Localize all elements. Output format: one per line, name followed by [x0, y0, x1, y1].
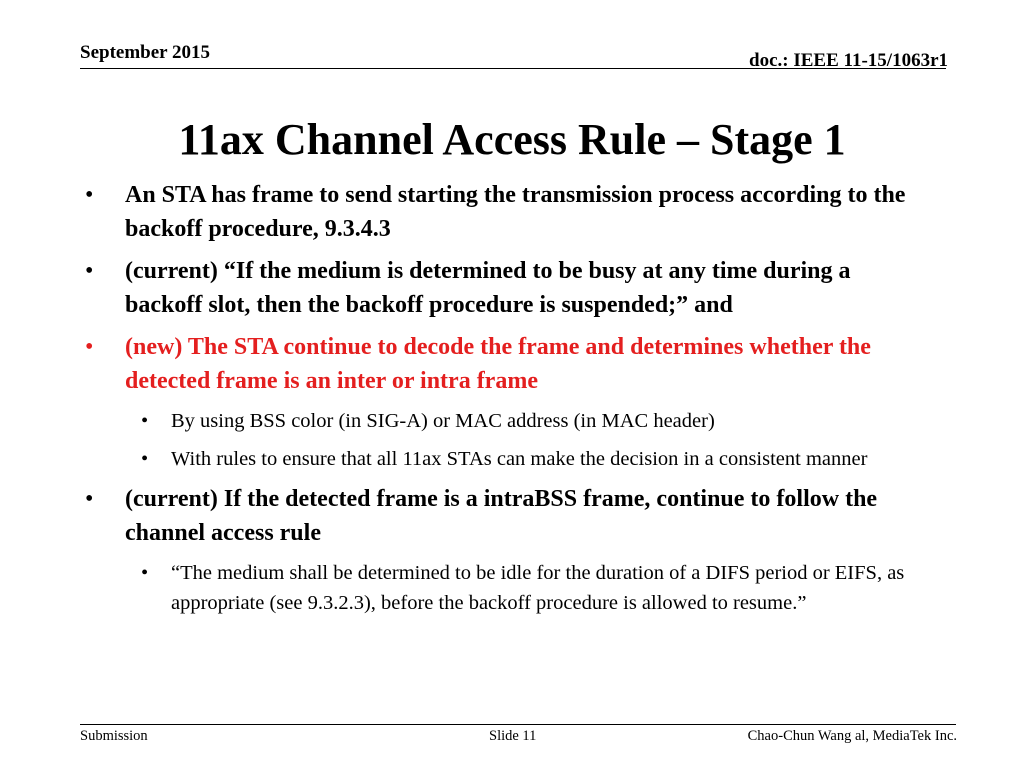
bullet-1-text: An STA has frame to send starting the transmission process according to the backoff procedure, 9.3.4.3 [125, 182, 906, 242]
bullet-4-sub-1-text: “The medium shall be determined to be idle for the duration of a DIFS period or EIFS, as appropriate (see 9.3.2.3), before the backoff procedure is allowed to resume.” [171, 562, 905, 614]
bullet-3 [85, 330, 925, 398]
bullet-dot: • [141, 448, 149, 470]
bullet-dot: • [85, 486, 94, 512]
footer-divider [80, 724, 956, 725]
slide-title: 11ax Channel Access Rule – Stage 1 [178, 115, 846, 164]
header-divider [80, 68, 946, 69]
footer-submission: Submission [80, 728, 148, 744]
bullet-4-text: (current) If the detected frame is a intraBSS frame, continue to follow the channel access rule [125, 486, 878, 546]
footer-slide-number: Slide 11 [489, 728, 537, 744]
bullet-3-sub-1-text: By using BSS color (in SIG-A) or MAC address (in MAC header) [171, 410, 715, 432]
bullet-1 [85, 178, 925, 246]
bullet-4-sub-1 [85, 558, 925, 618]
bullet-dot: • [85, 258, 94, 284]
bullet-4 [85, 482, 925, 550]
header-doc-id: doc.: IEEE 11-15/1063r1 [749, 50, 948, 71]
bullet-dot: • [141, 410, 149, 432]
bullet-dot: • [141, 562, 149, 584]
header-date: September 2015 [80, 42, 210, 63]
bullet-3-text: (new) The STA continue to decode the frame and determines whether the detected frame is an inter or intra frame [125, 334, 871, 394]
bullet-3-sub-1 [85, 406, 925, 436]
bullet-2-text: (current) “If the medium is determined to be busy at any time during a backoff slot, then the backoff procedure is suspended;” and [125, 258, 851, 318]
bullet-dot: • [85, 182, 94, 208]
bullet-3-sub-2-text: With rules to ensure that all 11ax STAs can make the decision in a consistent manner [171, 448, 868, 470]
bullet-3-sub-2 [85, 444, 925, 474]
bullet-dot: • [85, 334, 94, 360]
slide-body [85, 178, 925, 626]
footer-author: Chao-Chun Wang al, MediaTek Inc. [747, 728, 957, 744]
bullet-2 [85, 254, 925, 322]
